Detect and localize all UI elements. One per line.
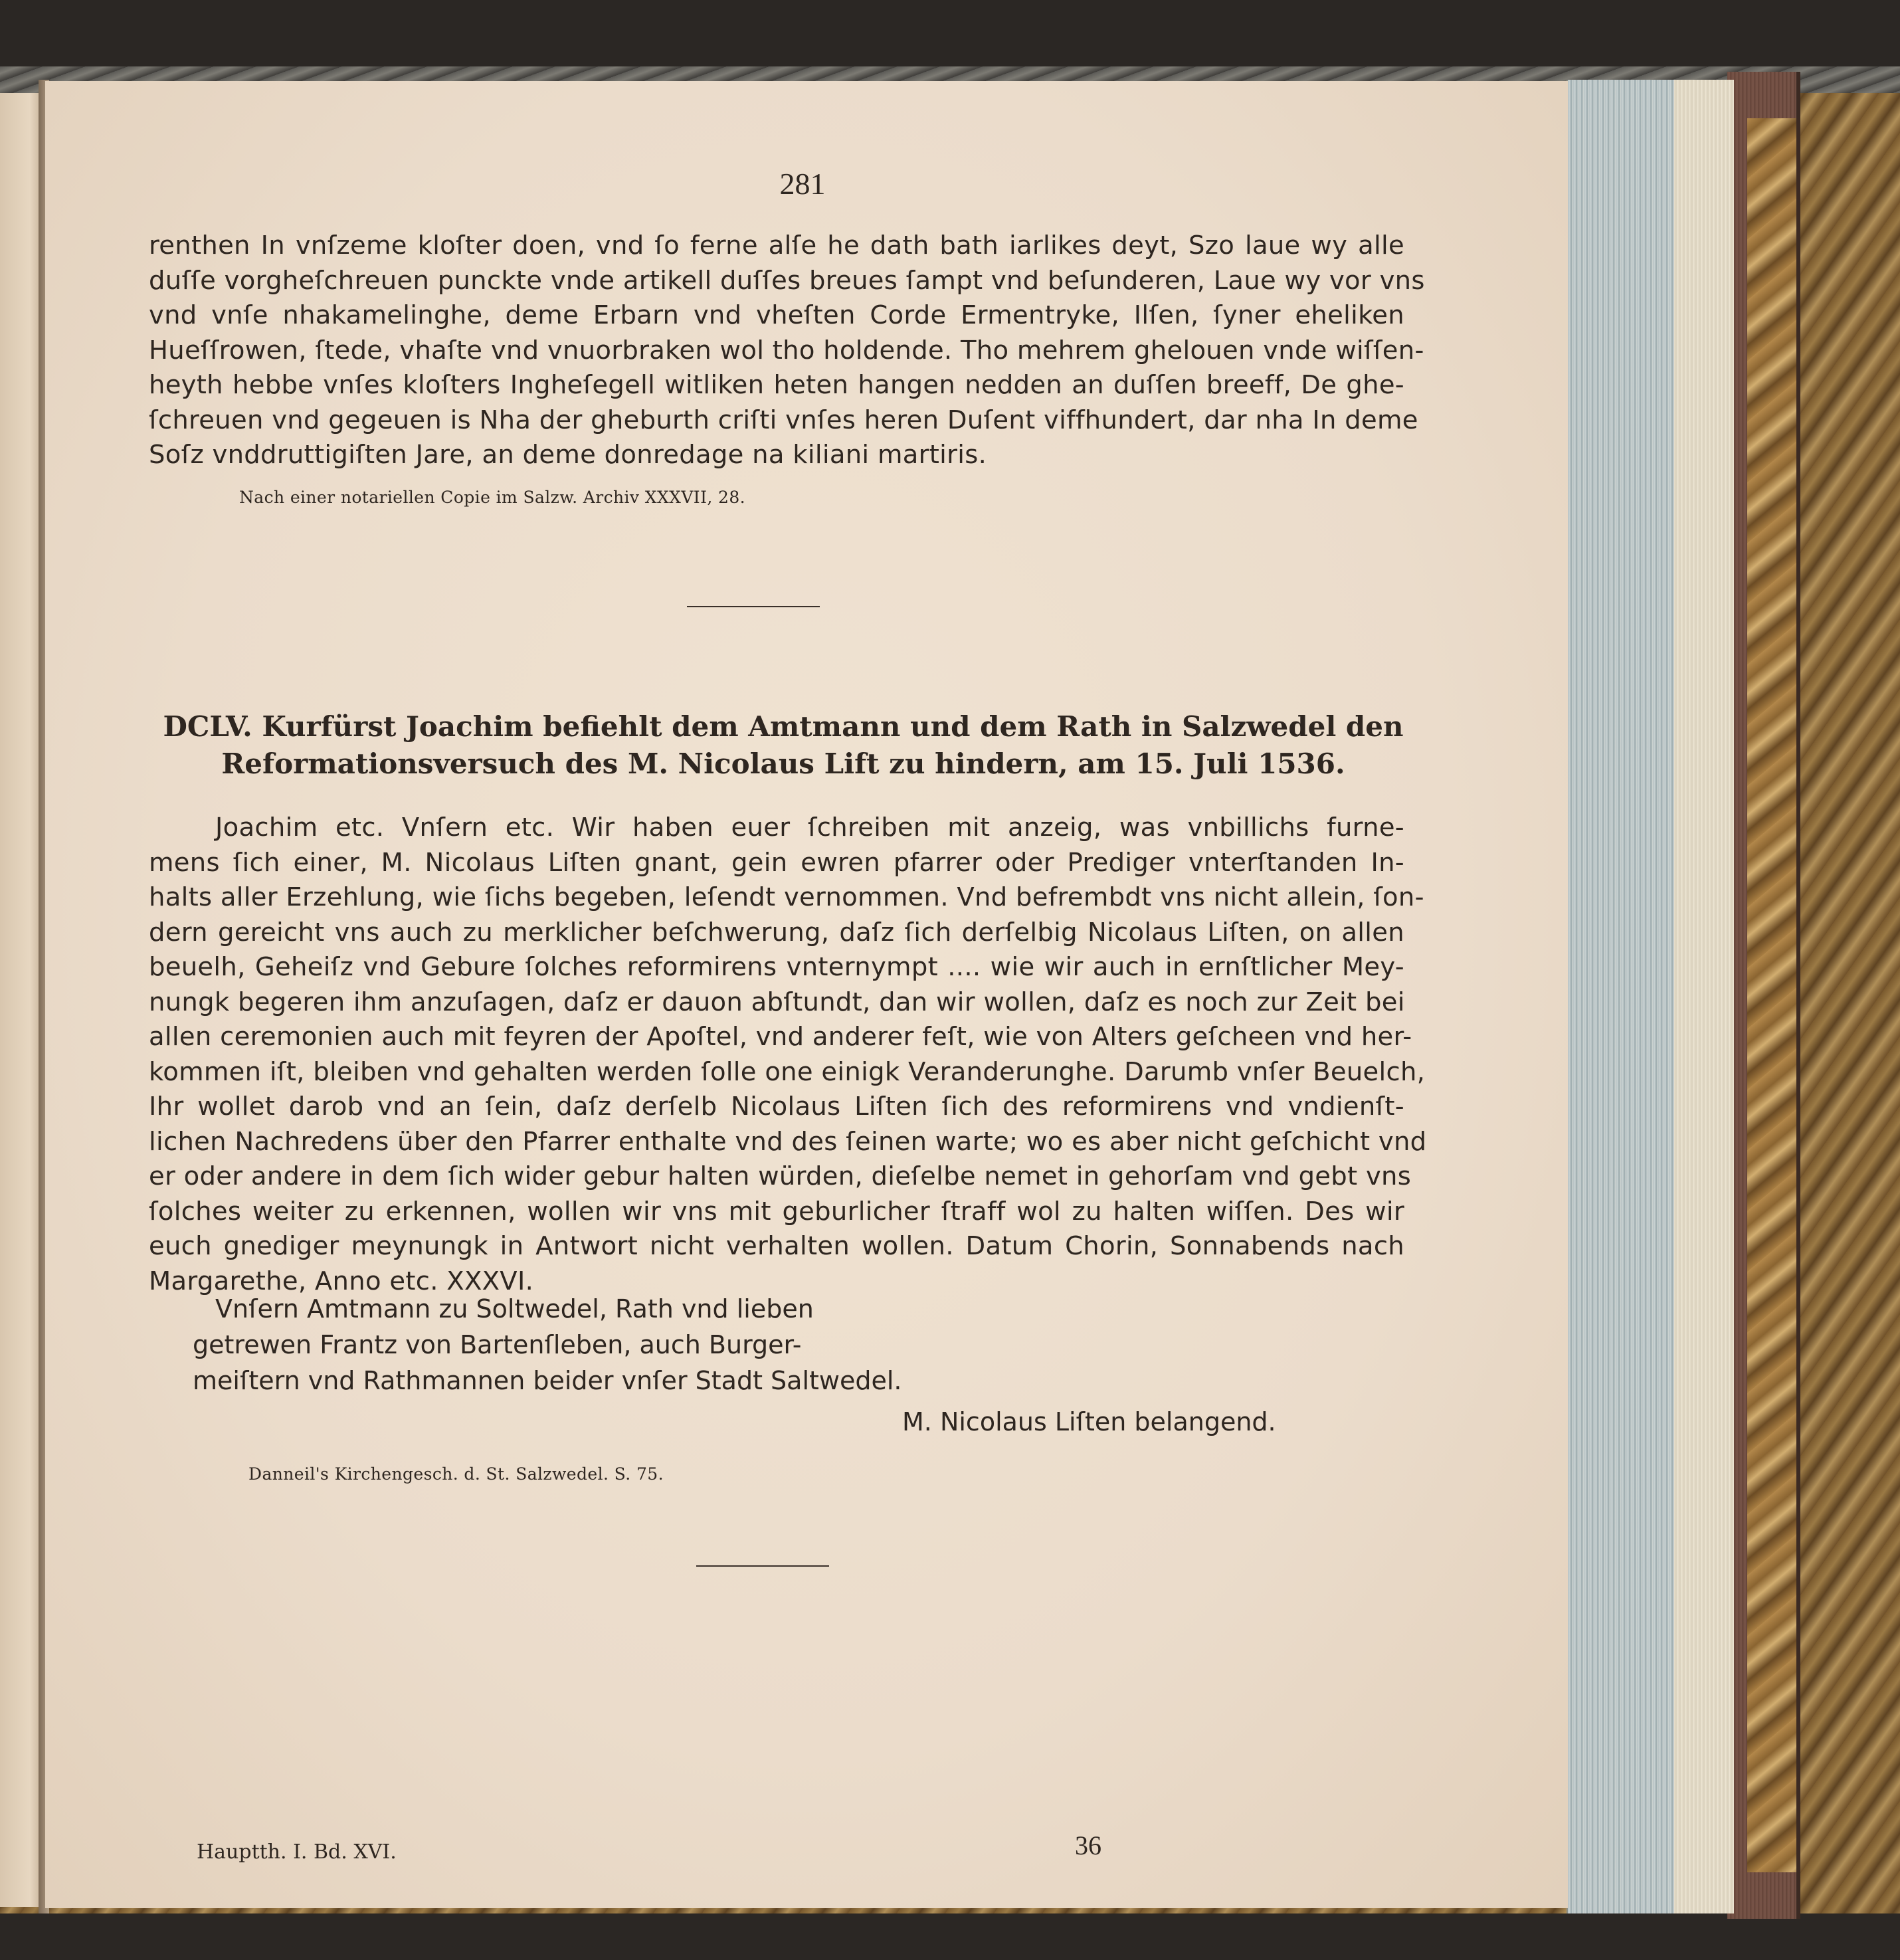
text-line: allen ceremonien auch mit feyren der Apoſtel, vnd anderer feſt, wie von Alters geſcheen vnd her- bbox=[149, 1022, 1412, 1052]
heading-line: Reformationsversuch des M. Nicolaus Lift zu hindern, am 15. Juli 1536. bbox=[221, 747, 1345, 780]
text-line: Hueſſrowen, ſtede, vhaſte vnd vnuorbraken wol tho holdende. Tho mehrem ghelouen vnde wiſſen- bbox=[149, 335, 1424, 365]
letter-text bbox=[149, 811, 1427, 1299]
signature-number: 36 bbox=[1075, 1830, 1101, 1860]
text-line: ſchreuen vnd gegeuen is Nha der gheburth criſti vnſes heren Duſent viffhundert, dar nha In deme bbox=[149, 405, 1418, 435]
address-line: Vnſern Amtmann zu Soltwedel, Rath vnd lieben bbox=[215, 1294, 814, 1323]
text-line: heyth hebbe vnſes kloſters Ingheſegell witliken heten hangen nedden an duſſen breeff, De ghe- bbox=[149, 370, 1404, 400]
left-page-sliver bbox=[0, 93, 43, 1907]
text-line: beuelh, Geheiſz vnd Gebure ſolches reformirens vnternympt .... wie wir auch in ernſtlicher Mey- bbox=[149, 952, 1404, 982]
document-heading bbox=[149, 708, 1418, 783]
text-line: kommen iſt, bleiben vnd gehalten werden ſolle one einigk Veranderunghe. Darumb vnſer Beuelch, bbox=[149, 1056, 1426, 1087]
text-line: dern gereicht vns auch zu merklicher beſchwerung, daſz ſich derſelbig Nicolaus Liſten, on allen bbox=[149, 917, 1404, 947]
text-line: Joachim etc. Vnſern etc. Wir haben euer ſchreiben mit anzeig, was vnbillichs furne- bbox=[215, 813, 1404, 842]
right-cover bbox=[1727, 72, 1800, 1919]
text-line: ſolches weiter zu erkennen, wollen wir vns mit geburlicher ſtraff wol zu halten wiſſen. Des wir bbox=[149, 1196, 1404, 1226]
text-line: er oder andere in dem ſich wider gebur halten würden, dieſelbe nemet in gehorſam vnd gebt vns bbox=[149, 1161, 1412, 1191]
text-line: halts aller Erzehlung, wie ſichs begeben, leſendt vernommen. Vnd befrembdt vns nicht allein, ſon- bbox=[149, 882, 1424, 912]
text-line: vnd vnſe nhakamelinghe, deme Erbarn vnd vheſten Corde Ermentryke, Ilſen, ſyner eheliken bbox=[149, 300, 1404, 330]
address-line: meiſtern vnd Rathmannen beider vnſer Stadt Saltwedel. bbox=[193, 1366, 902, 1395]
endorsement: M. Nicolaus Liſten belangend. bbox=[902, 1407, 1276, 1436]
section-divider bbox=[696, 1565, 829, 1567]
text-line: Ihr wollet darob vnd an ſein, daſz derſelb Nicolaus Liſten ſich des reformirens vnd vndienſt- bbox=[149, 1092, 1404, 1122]
text-line: lichen Nachredens über den Pfarrer enthalte vnd des ſeinen warte; wo es aber nicht geſchicht vnd bbox=[149, 1126, 1427, 1157]
heading-line: DCLV. Kurfürst Joachim befiehlt dem Amtmann und dem Rath in Salzwedel den bbox=[163, 710, 1404, 743]
page-number: 281 bbox=[779, 167, 826, 201]
source-note: Danneil's Kirchengesch. d. St. Salzwedel. S. 75. bbox=[248, 1464, 664, 1484]
cover-marbling bbox=[1747, 118, 1796, 1872]
address-line: getrewen Frantz von Bartenſleben, auch Burger- bbox=[193, 1330, 802, 1359]
section-divider bbox=[687, 606, 820, 607]
volume-signature: Hauptth. I. Bd. XVI. bbox=[197, 1840, 397, 1864]
text-line: mens ſich einer, M. Nicolaus Liſten gnant, gein ewren pfarrer oder Prediger vnterſtanden In- bbox=[149, 847, 1404, 878]
text-line: euch gnediger meynungk in Antwort nicht verhalten wollen. Datum Chorin, Sonnabends nach bbox=[149, 1231, 1404, 1261]
source-note: Nach einer notariellen Copie im Salzw. Archiv XXXVII, 28. bbox=[239, 488, 746, 507]
text-line: nungk begeren ihm anzuſagen, daſz er dauon abſtundt, dan wir wollen, daſz es noch zur Zeit bei bbox=[149, 987, 1405, 1017]
text-line: renthen In vnſzeme kloſter doen, vnd ſo ferne alſe he dath bath iarlikes deyt, Szo laue wy alle bbox=[149, 231, 1404, 260]
text-line: Soſz vnddruttigiſten Jare, an deme donredage na kiliani martiris. bbox=[149, 440, 987, 470]
book-page bbox=[45, 81, 1568, 1908]
text-line: Margarethe, Anno etc. XXXVI. bbox=[149, 1266, 534, 1296]
continued-charter-text bbox=[149, 229, 1425, 473]
fore-edge-paper bbox=[1674, 80, 1734, 1913]
text-line: duſſe vorgheſchreuen punckte vnde artikell duſſes breues ſampt vnd beſunderen, Laue wy vor vns bbox=[149, 265, 1425, 296]
